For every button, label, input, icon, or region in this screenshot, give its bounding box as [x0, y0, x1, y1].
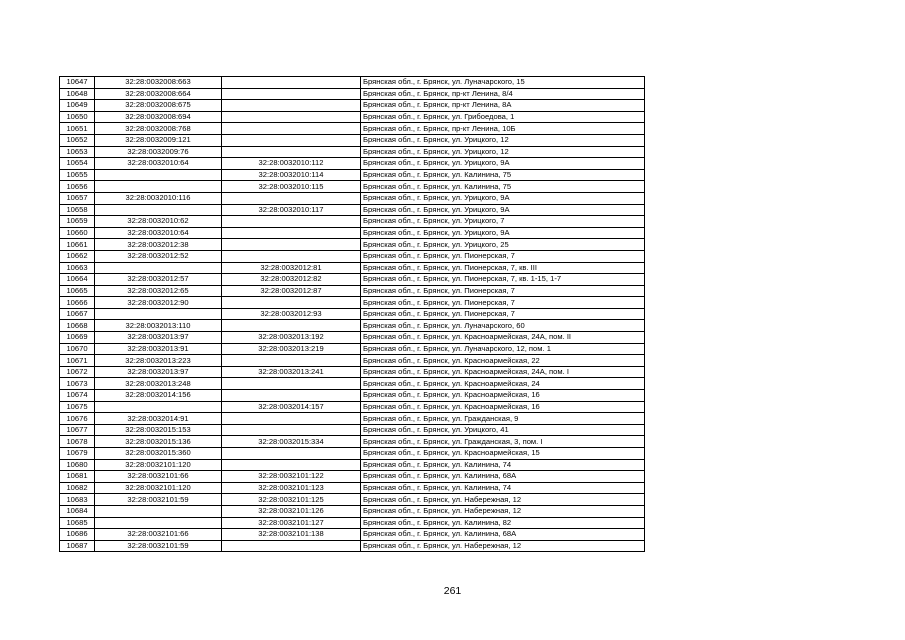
- cell-record-number: 10653: [60, 146, 95, 158]
- cell-record-number: 10659: [60, 216, 95, 228]
- cell-record-number: 10679: [60, 448, 95, 460]
- cell-cadastral-number: [95, 308, 222, 320]
- cell-record-number: 10672: [60, 366, 95, 378]
- cell-cadastral-number: 32:28:0032014:156: [95, 390, 222, 402]
- cell-cadastral-number: 32:28:0032012:65: [95, 285, 222, 297]
- cell-record-number: 10648: [60, 88, 95, 100]
- cell-cadastral-number-2: [222, 111, 361, 123]
- cell-cadastral-number-2: [222, 378, 361, 390]
- cell-address: Брянская обл., г. Брянск, пр-кт Ленина, 10Б: [361, 123, 645, 135]
- cell-address: Брянская обл., г. Брянск, ул. Урицкого, 7: [361, 216, 645, 228]
- cell-cadastral-number-2: [222, 239, 361, 251]
- cell-address: Брянская обл., г. Брянск, ул. Луначарского, 15: [361, 77, 645, 89]
- cell-address: Брянская обл., г. Брянск, ул. Пионерская, 7, кв. III: [361, 262, 645, 274]
- cell-cadastral-number-2: 32:28:0032101:125: [222, 494, 361, 506]
- cell-cadastral-number-2: 32:28:0032013:192: [222, 332, 361, 344]
- cell-cadastral-number: 32:28:0032009:121: [95, 134, 222, 146]
- cell-address: Брянская обл., г. Брянск, ул. Калинина, 74: [361, 482, 645, 494]
- cell-cadastral-number-2: 32:28:0032101:123: [222, 482, 361, 494]
- cell-record-number: 10657: [60, 192, 95, 204]
- cell-record-number: 10675: [60, 401, 95, 413]
- cell-cadastral-number-2: 32:28:0032012:81: [222, 262, 361, 274]
- cell-cadastral-number: 32:28:0032013:110: [95, 320, 222, 332]
- cell-cadastral-number: 32:28:0032013:248: [95, 378, 222, 390]
- cell-cadastral-number-2: [222, 123, 361, 135]
- cell-address: Брянская обл., г. Брянск, ул. Пионерская, 7: [361, 285, 645, 297]
- cell-record-number: 10656: [60, 181, 95, 193]
- cell-record-number: 10661: [60, 239, 95, 251]
- cell-address: Брянская обл., г. Брянск, ул. Грибоедова, 1: [361, 111, 645, 123]
- cell-address: Брянская обл., г. Брянск, ул. Урицкого, 9А: [361, 158, 645, 170]
- cell-cadastral-number-2: 32:28:0032101:138: [222, 529, 361, 541]
- registry-table: [59, 76, 645, 552]
- cell-address: Брянская обл., г. Брянск, ул. Красноармейская, 24: [361, 378, 645, 390]
- cell-cadastral-number: 32:28:0032010:64: [95, 158, 222, 170]
- cell-address: Брянская обл., г. Брянск, ул. Урицкого, 9А: [361, 227, 645, 239]
- cell-address: Брянская обл., г. Брянск, ул. Калинина, 68А: [361, 471, 645, 483]
- table-row: [60, 540, 645, 552]
- cell-cadastral-number: 32:28:0032013:97: [95, 366, 222, 378]
- table-row: [60, 181, 645, 193]
- cell-record-number: 10654: [60, 158, 95, 170]
- cell-cadastral-number-2: [222, 192, 361, 204]
- cell-cadastral-number-2: 32:28:0032012:87: [222, 285, 361, 297]
- cell-address: Брянская обл., г. Брянск, ул. Калинина, 74: [361, 459, 645, 471]
- cell-record-number: 10680: [60, 459, 95, 471]
- cell-cadastral-number-2: [222, 320, 361, 332]
- cell-cadastral-number-2: 32:28:0032010:114: [222, 169, 361, 181]
- table-row: [60, 204, 645, 216]
- cell-cadastral-number: 32:28:0032015:136: [95, 436, 222, 448]
- table-row: [60, 505, 645, 517]
- table-row: [60, 320, 645, 332]
- cell-cadastral-number-2: 32:28:0032013:219: [222, 343, 361, 355]
- cell-address: Брянская обл., г. Брянск, ул. Урицкого, 41: [361, 424, 645, 436]
- cell-cadastral-number: 32:28:0032008:663: [95, 77, 222, 89]
- cell-record-number: 10676: [60, 413, 95, 425]
- cell-address: Брянская обл., г. Брянск, ул. Набережная, 12: [361, 540, 645, 552]
- cell-cadastral-number-2: [222, 540, 361, 552]
- table-row: [60, 448, 645, 460]
- cell-address: Брянская обл., г. Брянск, ул. Калинина, 68А: [361, 529, 645, 541]
- cell-cadastral-number-2: 32:28:0032101:126: [222, 505, 361, 517]
- cell-address: Брянская обл., г. Брянск, ул. Калинина, 75: [361, 181, 645, 193]
- cell-address: Брянская обл., г. Брянск, ул. Красноармейская, 15: [361, 448, 645, 460]
- cell-cadastral-number-2: 32:28:0032010:117: [222, 204, 361, 216]
- cell-cadastral-number: 32:28:0032008:768: [95, 123, 222, 135]
- table-row: [60, 308, 645, 320]
- cell-address: Брянская обл., г. Брянск, ул. Красноармейская, 22: [361, 355, 645, 367]
- table-row: [60, 100, 645, 112]
- cell-record-number: 10674: [60, 390, 95, 402]
- cell-record-number: 10686: [60, 529, 95, 541]
- cell-address: Брянская обл., г. Брянск, ул. Пионерская, 7: [361, 308, 645, 320]
- cell-cadastral-number: 32:28:0032101:66: [95, 471, 222, 483]
- cell-cadastral-number: [95, 181, 222, 193]
- cell-record-number: 10666: [60, 297, 95, 309]
- table-row: [60, 390, 645, 402]
- table-row: [60, 424, 645, 436]
- cell-cadastral-number-2: 32:28:0032014:157: [222, 401, 361, 413]
- cell-cadastral-number: 32:28:0032101:120: [95, 482, 222, 494]
- table-row: [60, 227, 645, 239]
- cell-record-number: 10667: [60, 308, 95, 320]
- cell-cadastral-number-2: [222, 100, 361, 112]
- cell-record-number: 10664: [60, 274, 95, 286]
- registry-table-body: [60, 77, 645, 552]
- cell-cadastral-number: 32:28:0032101:59: [95, 494, 222, 506]
- cell-address: Брянская обл., г. Брянск, ул. Урицкого, 9А: [361, 192, 645, 204]
- table-row: [60, 134, 645, 146]
- cell-record-number: 10662: [60, 250, 95, 262]
- cell-record-number: 10681: [60, 471, 95, 483]
- cell-cadastral-number-2: [222, 88, 361, 100]
- cell-record-number: 10652: [60, 134, 95, 146]
- cell-record-number: 10665: [60, 285, 95, 297]
- cell-cadastral-number-2: [222, 413, 361, 425]
- table-row: [60, 123, 645, 135]
- cell-address: Брянская обл., г. Брянск, ул. Красноармейская, 16: [361, 390, 645, 402]
- table-row: [60, 482, 645, 494]
- table-row: [60, 378, 645, 390]
- cell-cadastral-number-2: [222, 77, 361, 89]
- cell-cadastral-number: 32:28:0032013:91: [95, 343, 222, 355]
- cell-cadastral-number: 32:28:0032014:91: [95, 413, 222, 425]
- cell-record-number: 10668: [60, 320, 95, 332]
- cell-cadastral-number: 32:28:0032008:664: [95, 88, 222, 100]
- table-row: [60, 262, 645, 274]
- cell-cadastral-number-2: [222, 216, 361, 228]
- cell-record-number: 10671: [60, 355, 95, 367]
- cell-cadastral-number: 32:28:0032012:38: [95, 239, 222, 251]
- cell-address: Брянская обл., г. Брянск, ул. Пионерская, 7: [361, 297, 645, 309]
- cell-record-number: 10682: [60, 482, 95, 494]
- table-row: [60, 239, 645, 251]
- cell-cadastral-number: [95, 204, 222, 216]
- cell-record-number: 10687: [60, 540, 95, 552]
- cell-record-number: 10684: [60, 505, 95, 517]
- cell-address: Брянская обл., г. Брянск, ул. Красноармейская, 16: [361, 401, 645, 413]
- cell-record-number: 10673: [60, 378, 95, 390]
- cell-address: Брянская обл., г. Брянск, ул. Калинина, 82: [361, 517, 645, 529]
- cell-cadastral-number-2: 32:28:0032012:93: [222, 308, 361, 320]
- table-row: [60, 158, 645, 170]
- table-row: [60, 146, 645, 158]
- table-row: [60, 401, 645, 413]
- cell-cadastral-number-2: [222, 424, 361, 436]
- cell-record-number: 10677: [60, 424, 95, 436]
- cell-cadastral-number: 32:28:0032012:52: [95, 250, 222, 262]
- cell-address: Брянская обл., г. Брянск, ул. Урицкого, 25: [361, 239, 645, 251]
- cell-cadastral-number: 32:28:0032013:97: [95, 332, 222, 344]
- table-row: [60, 529, 645, 541]
- cell-cadastral-number-2: 32:28:0032013:241: [222, 366, 361, 378]
- cell-address: Брянская обл., г. Брянск, ул. Пионерская, 7: [361, 250, 645, 262]
- table-row: [60, 366, 645, 378]
- cell-record-number: 10669: [60, 332, 95, 344]
- cell-cadastral-number-2: [222, 448, 361, 460]
- cell-cadastral-number-2: [222, 227, 361, 239]
- cell-cadastral-number-2: [222, 459, 361, 471]
- cell-cadastral-number: [95, 517, 222, 529]
- cell-address: Брянская обл., г. Брянск, ул. Красноармейская, 24А, пом. II: [361, 332, 645, 344]
- cell-record-number: 10650: [60, 111, 95, 123]
- cell-record-number: 10670: [60, 343, 95, 355]
- cell-cadastral-number: 32:28:0032101:120: [95, 459, 222, 471]
- cell-address: Брянская обл., г. Брянск, пр-кт Ленина, 8А: [361, 100, 645, 112]
- cell-cadastral-number: 32:28:0032008:675: [95, 100, 222, 112]
- cell-cadastral-number: 32:28:0032013:223: [95, 355, 222, 367]
- cell-address: Брянская обл., г. Брянск, ул. Красноармейская, 24А, пом. I: [361, 366, 645, 378]
- cell-cadastral-number-2: [222, 355, 361, 367]
- cell-cadastral-number: 32:28:0032009:76: [95, 146, 222, 158]
- table-row: [60, 459, 645, 471]
- cell-address: Брянская обл., г. Брянск, ул. Гражданская, 9: [361, 413, 645, 425]
- cell-cadastral-number: [95, 262, 222, 274]
- cell-cadastral-number: 32:28:0032010:64: [95, 227, 222, 239]
- cell-cadastral-number-2: 32:28:0032101:127: [222, 517, 361, 529]
- table-row: [60, 297, 645, 309]
- table-row: [60, 494, 645, 506]
- table-row: [60, 77, 645, 89]
- cell-record-number: 10685: [60, 517, 95, 529]
- cell-cadastral-number-2: [222, 297, 361, 309]
- table-row: [60, 517, 645, 529]
- table-row: [60, 192, 645, 204]
- cell-address: Брянская обл., г. Брянск, ул. Урицкого, 12: [361, 134, 645, 146]
- cell-cadastral-number-2: 32:28:0032012:82: [222, 274, 361, 286]
- table-row: [60, 436, 645, 448]
- cell-cadastral-number-2: [222, 390, 361, 402]
- cell-record-number: 10647: [60, 77, 95, 89]
- cell-cadastral-number: 32:28:0032008:694: [95, 111, 222, 123]
- cell-cadastral-number-2: 32:28:0032010:115: [222, 181, 361, 193]
- cell-record-number: 10660: [60, 227, 95, 239]
- table-row: [60, 471, 645, 483]
- table-row: [60, 250, 645, 262]
- cell-record-number: 10683: [60, 494, 95, 506]
- cell-cadastral-number: [95, 169, 222, 181]
- cell-record-number: 10651: [60, 123, 95, 135]
- cell-cadastral-number-2: [222, 250, 361, 262]
- cell-cadastral-number: 32:28:0032015:360: [95, 448, 222, 460]
- cell-address: Брянская обл., г. Брянск, ул. Луначарского, 60: [361, 320, 645, 332]
- cell-cadastral-number: 32:28:0032015:153: [95, 424, 222, 436]
- cell-cadastral-number: 32:28:0032101:66: [95, 529, 222, 541]
- cell-cadastral-number-2: 32:28:0032010:112: [222, 158, 361, 170]
- cell-address: Брянская обл., г. Брянск, пр-кт Ленина, 8/4: [361, 88, 645, 100]
- cell-cadastral-number: [95, 505, 222, 517]
- cell-cadastral-number: 32:28:0032101:59: [95, 540, 222, 552]
- cell-cadastral-number-2: 32:28:0032015:334: [222, 436, 361, 448]
- cell-address: Брянская обл., г. Брянск, ул. Пионерская, 7, кв. 1-15, 1-7: [361, 274, 645, 286]
- cell-cadastral-number-2: [222, 146, 361, 158]
- cell-address: Брянская обл., г. Брянск, ул. Урицкого, 12: [361, 146, 645, 158]
- cell-cadastral-number: 32:28:0032010:62: [95, 216, 222, 228]
- cell-record-number: 10655: [60, 169, 95, 181]
- cell-address: Брянская обл., г. Брянск, ул. Калинина, 75: [361, 169, 645, 181]
- cell-address: Брянская обл., г. Брянск, ул. Урицкого, 9А: [361, 204, 645, 216]
- table-row: [60, 332, 645, 344]
- table-row: [60, 274, 645, 286]
- cell-cadastral-number-2: [222, 134, 361, 146]
- table-row: [60, 355, 645, 367]
- cell-record-number: 10649: [60, 100, 95, 112]
- cell-cadastral-number-2: 32:28:0032101:122: [222, 471, 361, 483]
- cell-address: Брянская обл., г. Брянск, ул. Луначарского, 12, пом. 1: [361, 343, 645, 355]
- cell-cadastral-number: [95, 401, 222, 413]
- cell-record-number: 10678: [60, 436, 95, 448]
- table-row: [60, 285, 645, 297]
- cell-cadastral-number: 32:28:0032012:90: [95, 297, 222, 309]
- table-row: [60, 216, 645, 228]
- cell-address: Брянская обл., г. Брянск, ул. Набережная, 12: [361, 494, 645, 506]
- cell-cadastral-number: 32:28:0032010:116: [95, 192, 222, 204]
- cell-address: Брянская обл., г. Брянск, ул. Гражданская, 3, пом. I: [361, 436, 645, 448]
- cell-address: Брянская обл., г. Брянск, ул. Набережная, 12: [361, 505, 645, 517]
- table-row: [60, 111, 645, 123]
- table-row: [60, 88, 645, 100]
- page-number: 261: [443, 585, 462, 597]
- cell-record-number: 10658: [60, 204, 95, 216]
- table-row: [60, 169, 645, 181]
- cell-record-number: 10663: [60, 262, 95, 274]
- table-row: [60, 343, 645, 355]
- cell-cadastral-number: 32:28:0032012:57: [95, 274, 222, 286]
- table-row: [60, 413, 645, 425]
